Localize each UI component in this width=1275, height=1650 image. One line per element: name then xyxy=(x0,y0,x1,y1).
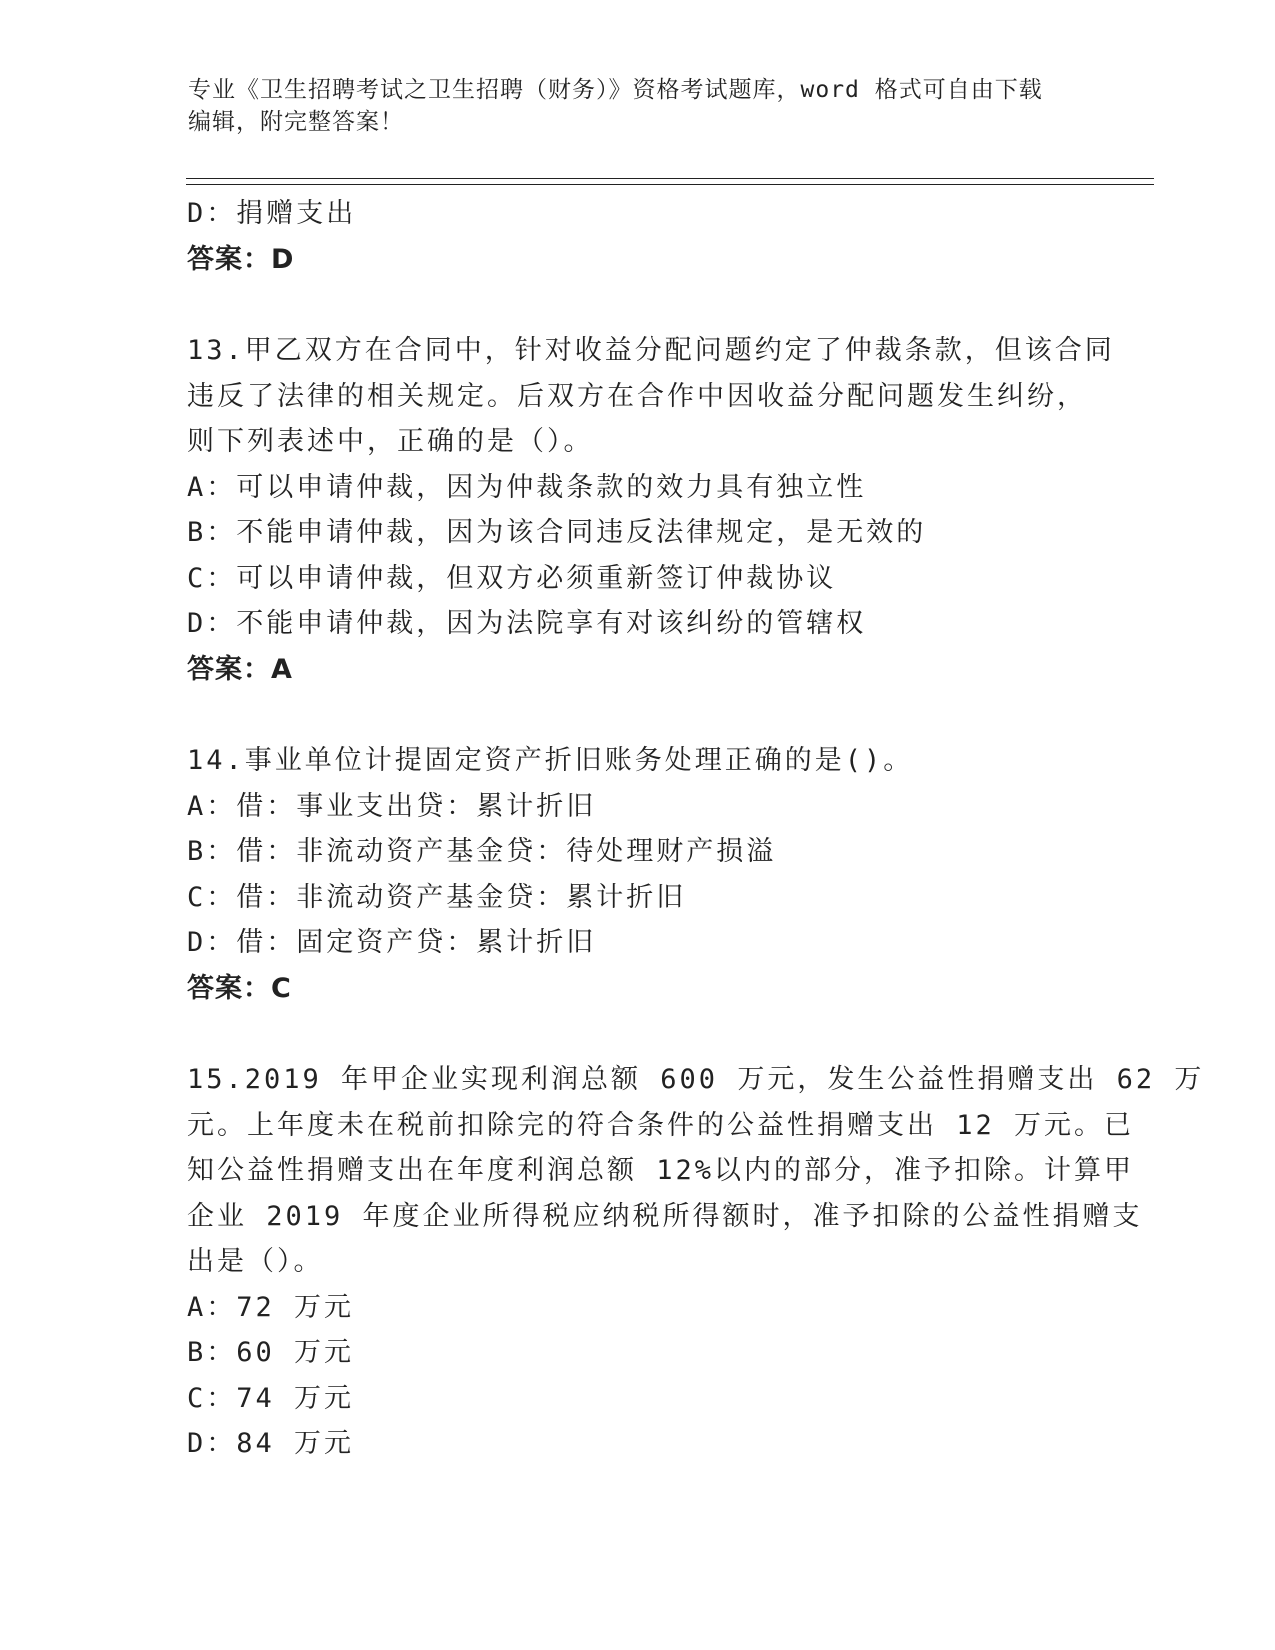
question-14 xyxy=(187,738,1087,1011)
q13-option-c: C：可以申请仲裁，但双方必须重新签订仲裁协议 xyxy=(187,562,837,594)
q12-option-d: D：捐赠支出 xyxy=(187,198,357,229)
q15-option-a: A：72 万元 xyxy=(187,1291,355,1323)
question-15 xyxy=(187,1057,1205,1467)
document-header xyxy=(188,74,1088,138)
q15-option-b: B：60 万元 xyxy=(187,1337,355,1368)
q13-option-b: B：不能申请仲裁，因为该合同违反法律规定，是无效的 xyxy=(187,517,927,548)
q15-option-c: C：74 万元 xyxy=(187,1382,355,1414)
question-12-tail xyxy=(187,191,1087,282)
q13-answer: 答案：A xyxy=(187,653,293,685)
q15-stem-line: 元。上年度未在税前扣除完的符合条件的公益性捐赠支出 12 万元。已 xyxy=(187,1109,1135,1141)
q12-answer: 答案：D xyxy=(187,243,295,275)
spacer xyxy=(187,692,1087,738)
q13-stem-line: 违反了法律的相关规定。后双方在合作中因收益分配问题发生纠纷， xyxy=(187,380,1087,412)
q15-stem-line: 知公益性捐赠支出在年度利润总额 12%以内的部分，准予扣除。计算甲 xyxy=(187,1155,1135,1186)
q15-stem-line: 15.2019 年甲企业实现利润总额 600 万元，发生公益性捐赠支出 62 万 xyxy=(187,1064,1205,1095)
spacer xyxy=(187,1011,1087,1057)
spacer xyxy=(187,282,1087,328)
q15-stem-line: 出是（）。 xyxy=(187,1246,324,1277)
q14-answer: 答案：C xyxy=(187,972,292,1004)
question-13 xyxy=(187,328,1115,692)
q14-option-a: A：借：事业支出贷：累计折旧 xyxy=(187,790,597,822)
q14-option-d: D：借：固定资产贷：累计折旧 xyxy=(187,927,597,958)
q13-option-a: A：可以申请仲裁，因为仲裁条款的效力具有独立性 xyxy=(187,471,867,503)
q13-stem-line: 13.甲乙双方在合同中，针对收益分配问题约定了仲裁条款，但该合同 xyxy=(187,335,1115,366)
question-list xyxy=(187,191,1205,1467)
header-line-1: 专业《卫生招聘考试之卫生招聘（财务）》资格考试题库，word 格式可自由下载 xyxy=(188,77,1043,103)
header-divider-top xyxy=(186,178,1154,179)
header-divider-bottom xyxy=(186,184,1154,185)
q14-stem-line: 14.事业单位计提固定资产折旧账务处理正确的是()。 xyxy=(187,745,914,776)
q14-option-b: B：借：非流动资产基金贷：待处理财产损溢 xyxy=(187,836,777,867)
q13-option-d: D：不能申请仲裁，因为法院享有对该纠纷的管辖权 xyxy=(187,608,867,639)
q15-stem-line: 企业 2019 年度企业所得税应纳税所得额时，准予扣除的公益性捐赠支 xyxy=(187,1200,1143,1232)
header-line-2: 编辑，附完整答案！ xyxy=(188,109,404,135)
q14-option-c: C：借：非流动资产基金贷：累计折旧 xyxy=(187,881,687,913)
q15-option-d: D：84 万元 xyxy=(187,1428,355,1459)
q13-stem-line: 则下列表述中，正确的是（）。 xyxy=(187,426,594,457)
